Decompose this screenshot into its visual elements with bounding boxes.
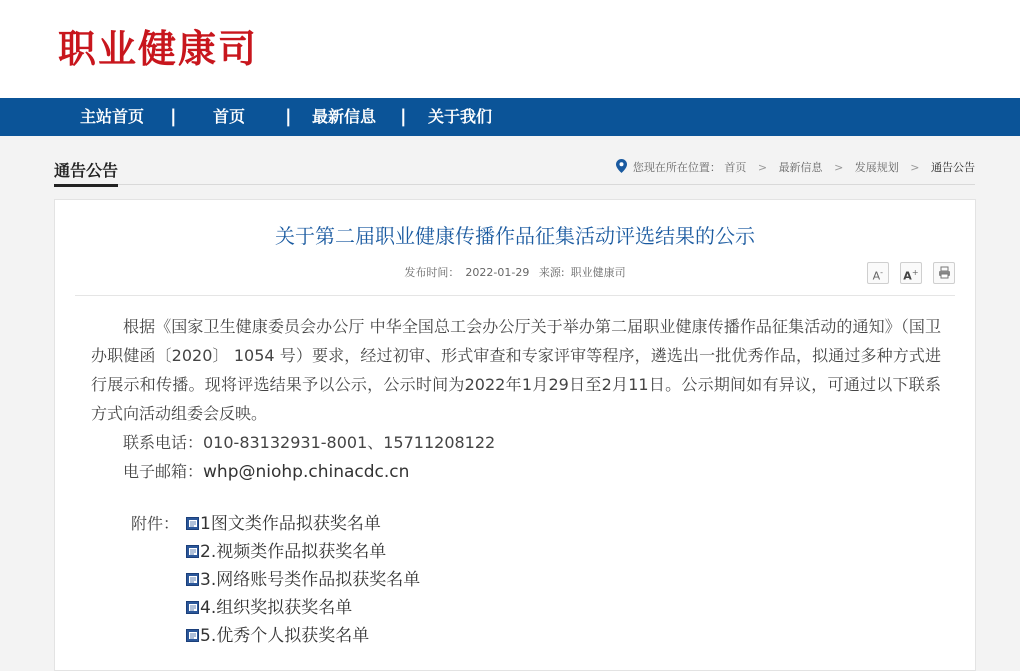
site-logo[interactable]: 职业健康司: [58, 27, 259, 71]
attachment-link[interactable]: [186, 626, 369, 646]
attachment-link[interactable]: [186, 570, 420, 590]
breadcrumb-separator: >: [757, 161, 768, 174]
breadcrumb-development-planning[interactable]: 发展规划: [854, 161, 899, 174]
font-decrease-button[interactable]: A-: [867, 262, 889, 284]
attachment-row: [131, 594, 420, 622]
nav-separator: |: [400, 106, 407, 127]
source-label: 来源:: [538, 266, 565, 279]
article-tools: [861, 262, 955, 284]
nav-separator: |: [285, 106, 292, 127]
breadcrumb-home[interactable]: 首页: [724, 161, 747, 174]
article-paragraph: 根据《国家卫生健康委员会办公厅 中华全国总工会办公厅关于举办第二届职业健康传播作品征集活动的通知》（国卫办职健函〔2020〕 1054 号）要求，经过初审、形式审查和专家评审等程序，遴选出一批优秀作品，拟通过多种方式进行展示和传播。现将评选结果予以公示，公示时间为2022年1月29日至2月11日。公示期间如有异议，可通过以下联系方式向活动组委会反映。: [91, 317, 941, 423]
word-document-icon: [186, 539, 199, 552]
breadcrumb-separator: >: [834, 161, 844, 174]
attachment-link[interactable]: [186, 598, 352, 618]
nav-item-about-us[interactable]: 关于我们: [428, 107, 493, 126]
attachment-title: 1图文类作品拟获奖名单: [200, 514, 381, 534]
word-document-icon: [186, 511, 199, 524]
breadcrumb-latest-news[interactable]: 最新信息: [778, 161, 823, 174]
word-document-icon: [186, 595, 199, 608]
breadcrumb-current[interactable]: 通告公告: [931, 161, 975, 174]
word-document-icon: [186, 567, 199, 580]
section-title: 通告公告: [54, 158, 118, 187]
breadcrumb-prefix: 您现在所在位置：: [632, 161, 721, 174]
section-header: [54, 150, 975, 185]
font-increase-label: A: [903, 269, 912, 283]
location-pin-icon: [616, 159, 627, 173]
site-header: [0, 0, 1020, 98]
attachment-row: [131, 510, 420, 538]
email-address[interactable]: whp@niohp.chinacdc.cn: [203, 462, 410, 482]
article-card: [54, 199, 976, 671]
attachment-row: [131, 622, 420, 650]
nav-item-main-site-home[interactable]: 主站首页: [80, 107, 145, 126]
nav-separator: |: [170, 106, 177, 127]
source-value: 职业健康司: [570, 266, 626, 279]
attachment-title: 5.优秀个人拟获奖名单: [200, 626, 370, 646]
attachment-row: [131, 538, 420, 566]
attachment-title: 4.组织奖拟获奖名单: [200, 598, 353, 618]
print-button[interactable]: [933, 262, 955, 284]
main-nav: [0, 98, 1020, 136]
attachment-link[interactable]: [186, 542, 386, 562]
publish-date: 2022-01-29: [465, 266, 530, 279]
meta-divider: [75, 295, 955, 296]
article-meta: [55, 264, 975, 280]
nav-item-home[interactable]: 首页: [213, 107, 246, 126]
article-title: 关于第二届职业健康传播作品征集活动评选结果的公示: [275, 224, 755, 248]
contact-phone: 联系电话：010-83132931-8001、15711208122: [123, 433, 496, 452]
attachment-title: 2.视频类作品拟获奖名单: [200, 542, 387, 562]
attachments-list: [131, 510, 420, 650]
nav-item-latest-news[interactable]: 最新信息: [312, 107, 377, 126]
email-label: 电子邮箱：: [123, 462, 204, 481]
attachment-title: 3.网络账号类作品拟获奖名单: [200, 570, 421, 590]
contact-email-line: [91, 457, 941, 487]
attachment-link[interactable]: [186, 514, 381, 534]
publish-date-label: 发布时间：: [404, 266, 460, 279]
article-body: [91, 312, 941, 487]
font-increase-button[interactable]: A+: [900, 262, 922, 284]
print-icon: [938, 266, 951, 279]
font-decrease-label: A: [872, 269, 881, 283]
word-document-icon: [186, 623, 199, 636]
attachment-row: [131, 566, 420, 594]
attachments-label: 附件：: [131, 514, 180, 533]
breadcrumb-separator: >: [910, 161, 920, 174]
breadcrumb: [616, 159, 975, 175]
